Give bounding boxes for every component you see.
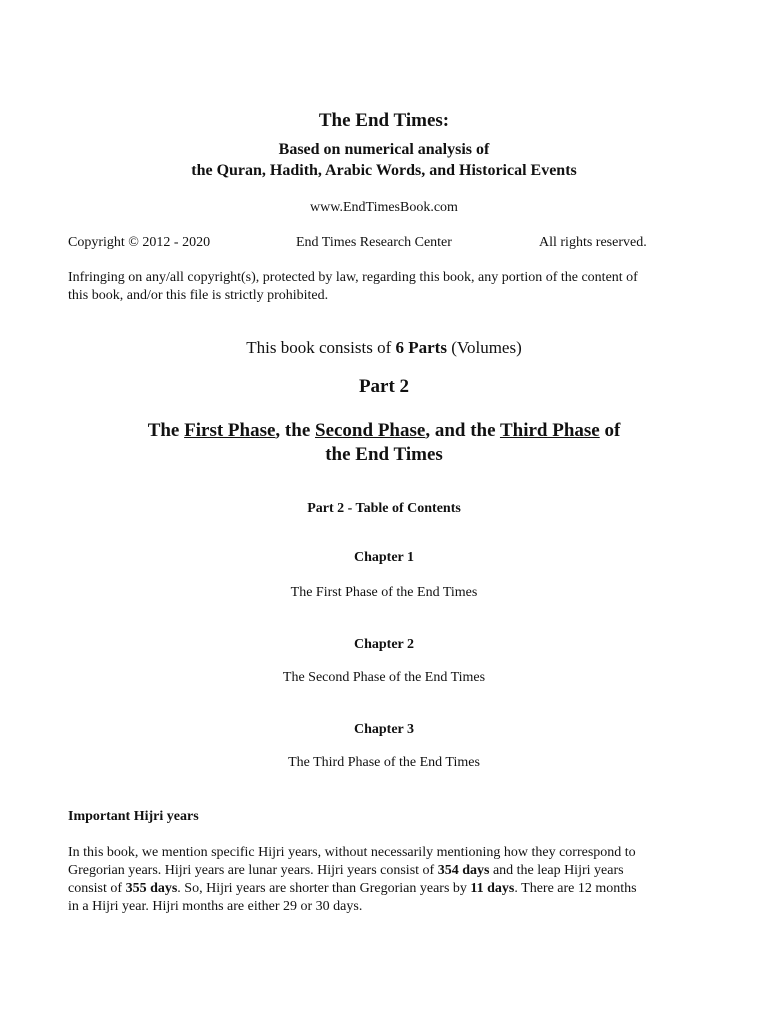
- parts-suffix: (Volumes): [446, 338, 522, 357]
- copyright-years: Copyright © 2012 - 2020: [68, 235, 211, 250]
- chapter-3-label: Chapter 3: [353, 722, 415, 737]
- parts-statement: [0, 338, 768, 358]
- hijri-line-1: In this book, we mention specific Hijri years, without necessarily mentioning how they correspond to: [68, 845, 636, 860]
- copyright-rights: All rights reserved.: [539, 235, 647, 250]
- hijri-text: . There are 12 months: [514, 881, 637, 896]
- copyright-notice: [68, 269, 700, 305]
- part-heading: Part 2: [358, 376, 410, 397]
- days-354: 354 days: [437, 863, 490, 878]
- book-subtitle-line-2: the Quran, Hadith, Arabic Words, and Historical Events: [191, 162, 577, 179]
- toc-heading: Part 2 - Table of Contents: [307, 501, 461, 516]
- third-phase-text: Third Phase: [499, 420, 600, 441]
- part-title-line-1: [0, 420, 768, 442]
- hijri-text: Gregorian years. Hijri years are lunar years. Hijri years consist of: [68, 863, 438, 878]
- chapter-3-title: The Third Phase of the End Times: [288, 755, 480, 770]
- second-phase-text: Second Phase: [315, 420, 426, 441]
- part-title-text: , and the: [425, 420, 500, 441]
- part-title-line-2: the End Times: [325, 444, 443, 465]
- chapter-2-title: The Second Phase of the End Times: [282, 670, 486, 685]
- chapter-1-title: The First Phase of the End Times: [290, 585, 478, 600]
- hijri-line-2: [68, 862, 700, 880]
- hijri-text: consist of: [68, 881, 126, 896]
- chapter-1-label: Chapter 1: [353, 550, 415, 565]
- copyright-organization: End Times Research Center: [296, 235, 452, 250]
- part-title-text: The: [147, 420, 185, 441]
- notice-line-2: this book, and/or this file is strictly prohibited.: [68, 288, 329, 303]
- first-phase-text: First Phase: [184, 420, 276, 441]
- hijri-paragraph: [68, 844, 700, 916]
- website-link[interactable]: www.EndTimesBook.com: [310, 200, 458, 215]
- parts-prefix: This book consists of: [246, 338, 396, 357]
- days-355: 355 days: [125, 881, 178, 896]
- book-title: The End Times:: [318, 110, 450, 131]
- days-11: 11 days: [470, 881, 515, 896]
- hijri-text: . So, Hijri years are shorter than Gregorian years by: [177, 881, 471, 896]
- copyright-row: [68, 235, 700, 253]
- hijri-line-4: in a Hijri year. Hijri months are either 29 or 30 days.: [68, 899, 363, 914]
- hijri-text: and the leap Hijri years: [489, 863, 624, 878]
- parts-count: 6 Parts: [395, 338, 447, 357]
- notice-line-1: Infringing on any/all copyright(s), protected by law, regarding this book, any portion of the content of: [68, 270, 638, 285]
- hijri-heading: Important Hijri years: [68, 809, 199, 824]
- part-title-text: of: [599, 420, 621, 441]
- part-title-text: , the: [275, 420, 315, 441]
- chapter-2-label: Chapter 2: [353, 637, 415, 652]
- hijri-line-3: [68, 880, 700, 898]
- book-subtitle-line-1: Based on numerical analysis of: [278, 141, 490, 158]
